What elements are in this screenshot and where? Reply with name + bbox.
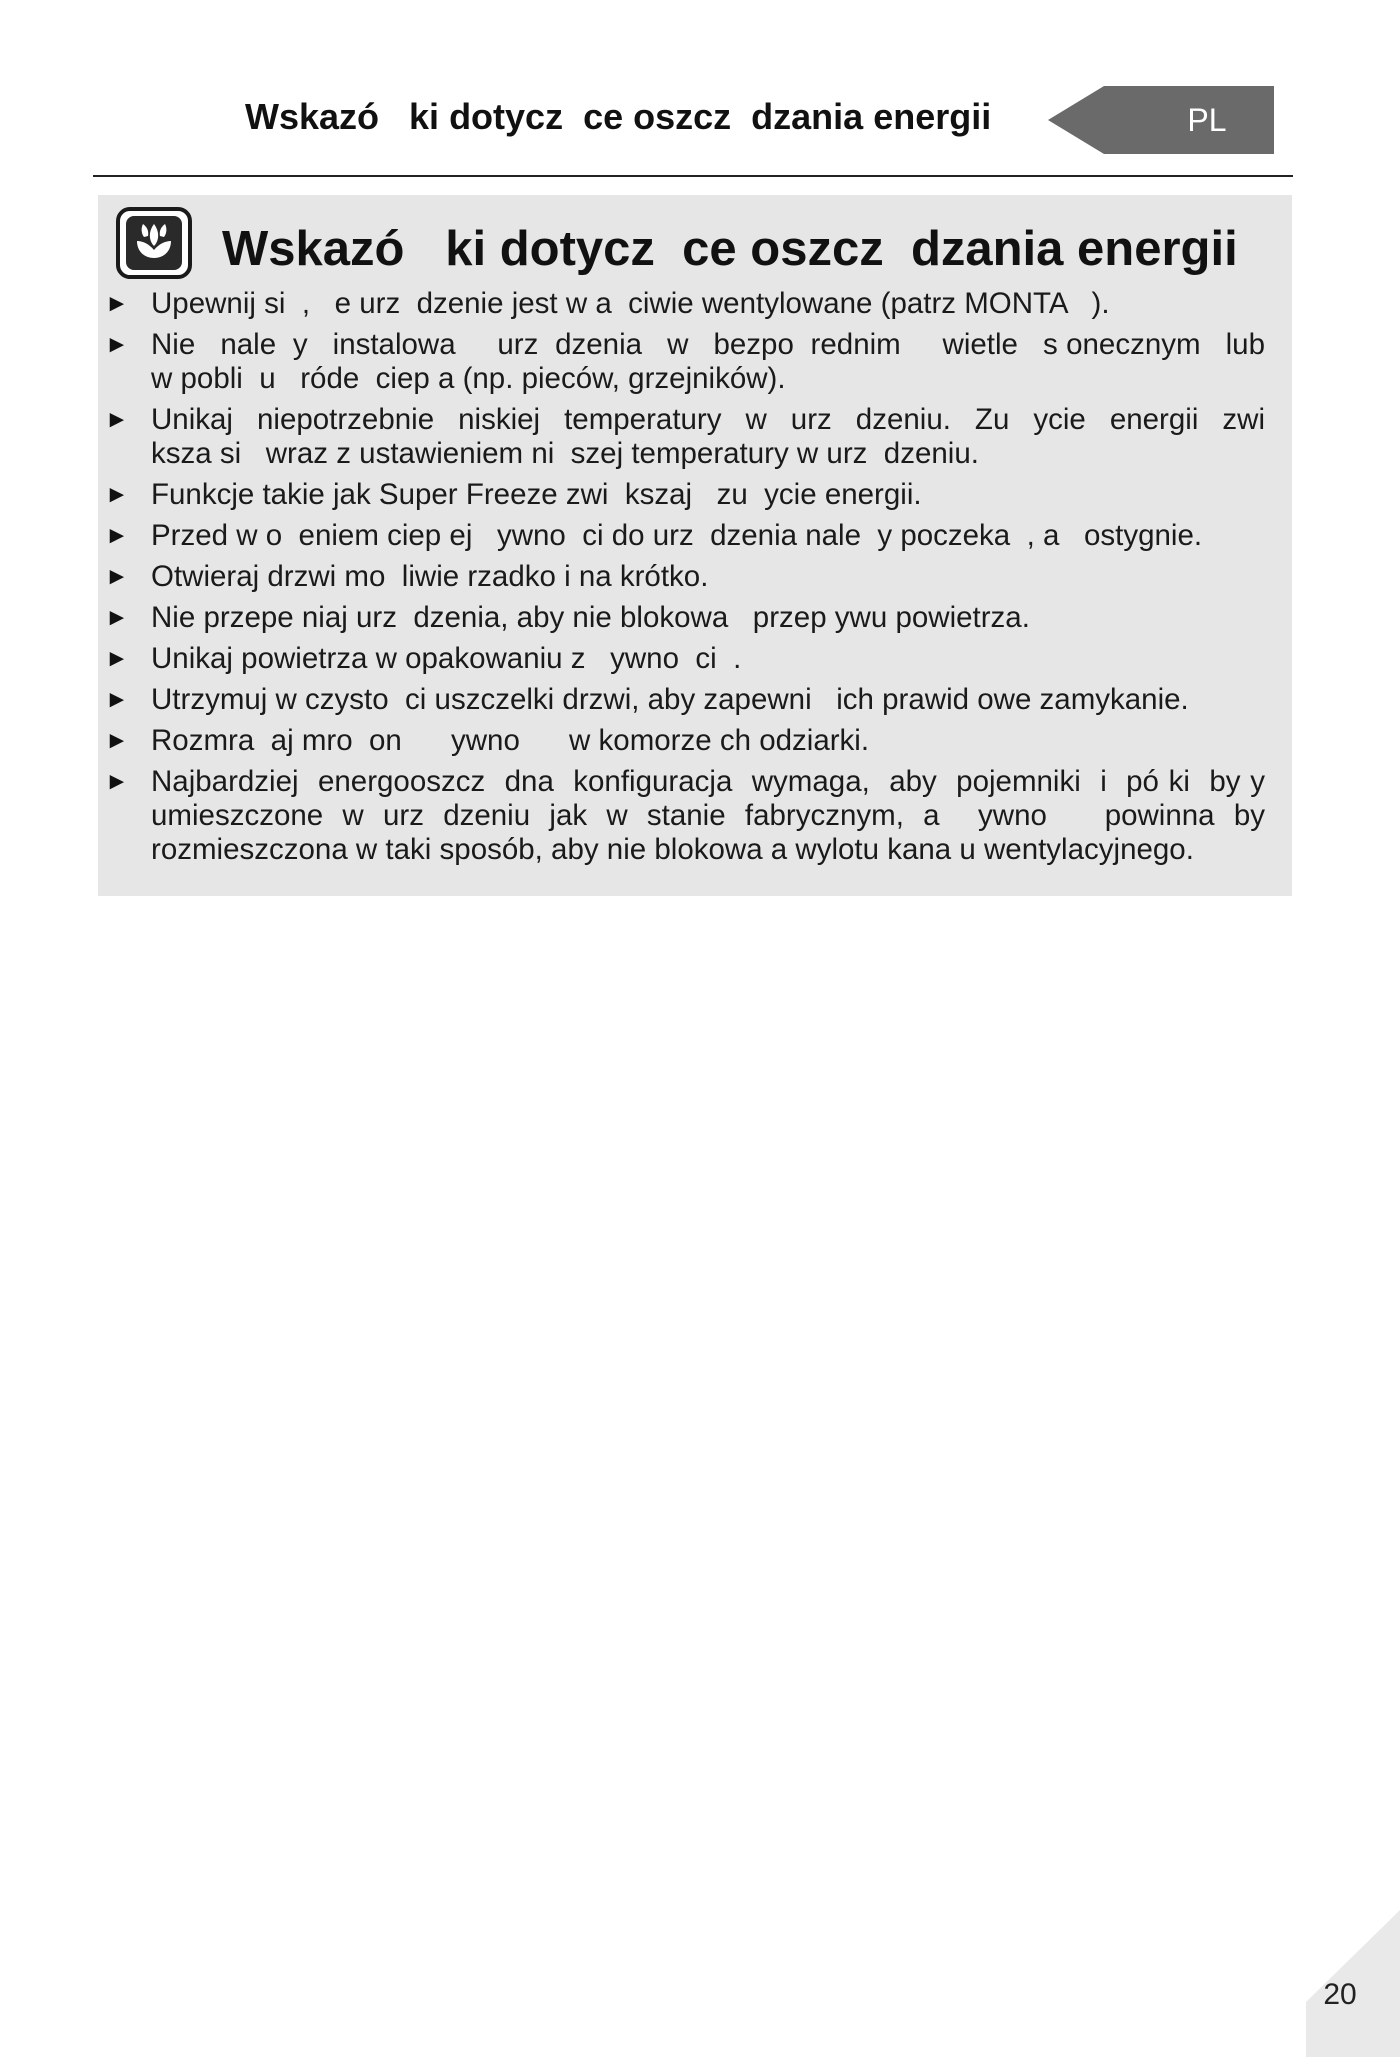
leaf-energy-icon <box>115 206 193 280</box>
language-tab <box>1048 86 1274 154</box>
header-divider <box>93 175 1293 177</box>
list-item <box>98 403 1292 471</box>
list-item <box>98 478 1292 512</box>
page-header-title: Wskazó ki dotycz ce oszcz dzania energii <box>245 96 992 137</box>
list-item <box>98 287 1292 321</box>
tip-text: Funkcje takie jak Super Freeze zwi kszaj zu ycie energii. <box>151 478 922 511</box>
tip-text: Najbardziej energooszcz dna konfiguracja wymaga, aby pojemniki i pó ki by y umieszczone w urz dzeniu jak w stanie fabrycznym, a ywno powinna by rozmieszczona w taki sposób, aby nie blokowa a wylotu kana u wentylacyjnego. <box>151 765 1274 866</box>
tip-text: Nie nale y instalowa urz dzenia w bezpo rednim wietle s onecznym lub w pobli u róde ciep a (np. pieców, grzejników). <box>151 328 1274 395</box>
tip-text: Upewnij si , e urz dzenie jest w a ciwie wentylowane (patrz MONTA ). <box>151 287 1110 320</box>
list-item <box>98 328 1292 396</box>
list-item <box>98 601 1292 635</box>
page-number: 20 <box>1323 1978 1357 2011</box>
section-title: Wskazó ki dotycz ce oszcz dzania energii <box>222 222 1238 276</box>
bullet-arrow-icon: ► <box>105 290 129 317</box>
energy-tips-list <box>98 287 1292 874</box>
tip-text: Unikaj powietrza w opakowaniu z ywno ci . <box>151 642 742 675</box>
list-item <box>98 683 1292 717</box>
bullet-arrow-icon: ► <box>105 481 129 508</box>
bullet-arrow-icon: ► <box>105 727 129 754</box>
list-item <box>98 560 1292 594</box>
bullet-arrow-icon: ► <box>105 768 129 795</box>
tip-text: Unikaj niepotrzebnie niskiej temperatury w urz dzeniu. Zu ycie energii zwi ksza si wraz z ustawieniem ni szej temperatury w urz dzeniu. <box>151 403 1282 470</box>
list-item <box>98 519 1292 553</box>
bullet-arrow-icon: ► <box>105 522 129 549</box>
list-item <box>98 724 1292 758</box>
list-item <box>98 765 1292 867</box>
bullet-arrow-icon: ► <box>105 563 129 590</box>
tip-text: Rozmra aj mro on ywno w komorze ch odziarki. <box>151 724 870 757</box>
tip-text: Utrzymuj w czysto ci uszczelki drzwi, aby zapewni ich prawid owe zamykanie. <box>151 683 1189 716</box>
bullet-arrow-icon: ► <box>105 604 129 631</box>
tip-text: Przed w o eniem ciep ej ywno ci do urz dzenia nale y poczeka , a ostygnie. <box>151 519 1203 552</box>
bullet-arrow-icon: ► <box>105 645 129 672</box>
energy-tips-box <box>98 195 1292 896</box>
tip-text: Otwieraj drzwi mo liwie rzadko i na krótko. <box>151 560 709 593</box>
language-code: PL <box>1187 102 1227 138</box>
tip-text: Nie przepe niaj urz dzenia, aby nie blokowa przep ywu powietrza. <box>151 601 1030 634</box>
bullet-arrow-icon: ► <box>105 686 129 713</box>
list-item <box>98 642 1292 676</box>
bullet-arrow-icon: ► <box>105 406 129 433</box>
bullet-arrow-icon: ► <box>105 331 129 358</box>
